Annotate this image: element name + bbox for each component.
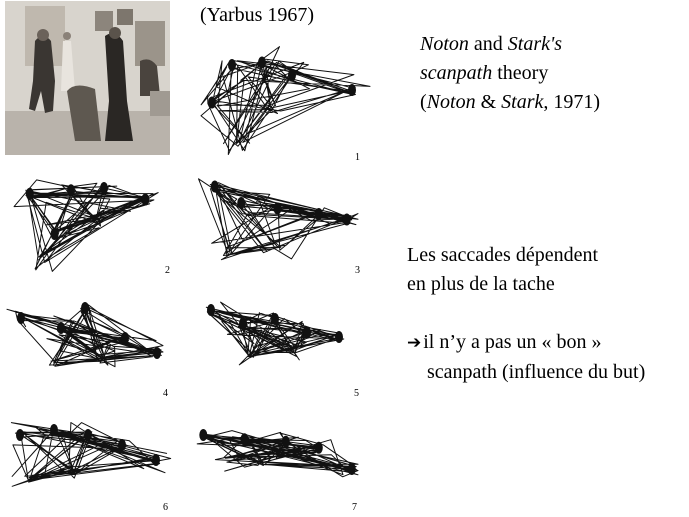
fixation-cluster	[237, 197, 245, 209]
note-line-1: Les saccades dépendent	[407, 244, 599, 266]
theory-word: theory	[492, 62, 549, 84]
scanpath-drawing-7	[195, 418, 360, 503]
conj-and: and	[468, 33, 508, 55]
cite-year: , 1971)	[543, 91, 601, 113]
cite-stark: Stark	[501, 91, 544, 113]
conclusion-text	[407, 328, 645, 387]
fixation-cluster	[303, 327, 311, 339]
scanpath-drawing-6	[3, 405, 173, 505]
scanpath-panel-2	[5, 165, 170, 280]
scanpath-trace	[14, 180, 158, 272]
scanpath-panel-6	[3, 405, 173, 505]
fixation-cluster	[118, 439, 126, 451]
conclusion-line-2: scanpath (influence du but)	[427, 361, 646, 383]
fixation-cluster	[81, 302, 89, 314]
scanpath-drawing-3	[195, 170, 360, 280]
panel-number-2: 2	[165, 265, 170, 276]
scanpath-panel-4	[5, 288, 165, 388]
theory-text	[420, 30, 600, 117]
fixation-cluster	[100, 182, 108, 194]
panel-number-4: 4	[163, 388, 168, 399]
scanpath-panel-3	[195, 170, 360, 280]
scanpath-drawing-4	[5, 288, 165, 388]
fixation-cluster	[282, 436, 290, 448]
fixation-cluster	[274, 203, 282, 215]
painting-image	[5, 1, 170, 155]
fixation-cluster	[51, 228, 59, 240]
fixation-cluster	[152, 454, 160, 466]
fixation-cluster	[67, 184, 75, 196]
fixation-cluster	[57, 322, 65, 334]
panel-number-5: 5	[354, 388, 359, 399]
fixation-cluster	[16, 429, 24, 441]
fixation-cluster	[228, 59, 236, 71]
fixation-cluster	[17, 312, 25, 324]
scanpath-panel-5	[195, 292, 355, 382]
scanpath-panel-7	[195, 418, 360, 503]
scanpath-trace	[199, 179, 359, 260]
fixation-cluster	[84, 429, 92, 441]
fixation-cluster	[50, 424, 58, 436]
scanpath-drawing-1	[172, 40, 372, 165]
note-line-2: en plus de la tache	[407, 273, 555, 295]
scanpath-trace	[197, 431, 358, 477]
cite-noton: Noton	[426, 91, 476, 113]
panel-number-7: 7	[352, 502, 357, 513]
cite-amp: &	[475, 91, 502, 113]
fixation-cluster	[271, 313, 279, 325]
fixation-cluster	[335, 331, 343, 343]
fixation-cluster	[241, 433, 249, 445]
fixation-cluster	[26, 188, 34, 200]
fixation-cluster	[199, 429, 207, 441]
right-arrow-icon: ➔	[407, 333, 422, 353]
source-citation: (Yarbus 1967)	[200, 4, 315, 26]
fixation-cluster	[211, 181, 219, 193]
fixation-cluster	[141, 194, 149, 206]
scanpath-word: scanpath	[420, 62, 493, 84]
fixation-cluster	[288, 69, 296, 81]
fixation-cluster	[208, 97, 216, 109]
cite-open: (	[420, 91, 427, 113]
saccade-note	[407, 241, 598, 299]
scanpath-panel-1	[172, 40, 372, 165]
conclusion-line-1: il n’y a pas un « bon »	[423, 331, 602, 353]
scanpath-drawing-2	[5, 165, 170, 280]
scanpath-trace	[206, 302, 343, 365]
panel-number-3: 3	[355, 265, 360, 276]
fixation-cluster	[121, 332, 129, 344]
fixation-cluster	[153, 347, 161, 359]
fixation-cluster	[348, 463, 356, 475]
panel-number-1: 1	[355, 152, 360, 163]
fixation-cluster	[315, 208, 323, 220]
fixation-cluster	[315, 442, 323, 454]
fixation-cluster	[239, 318, 247, 330]
scanpath-drawing-5	[195, 292, 355, 382]
scanpath-trace	[7, 305, 163, 367]
author-noton: Noton	[420, 33, 469, 55]
fixation-cluster	[258, 57, 266, 69]
fixation-cluster	[343, 214, 351, 226]
fixation-cluster	[207, 304, 215, 316]
panel-number-6: 6	[163, 502, 168, 513]
fixation-cluster	[348, 84, 356, 96]
author-stark: Stark's	[507, 33, 563, 55]
scanpath-trace	[201, 47, 370, 155]
